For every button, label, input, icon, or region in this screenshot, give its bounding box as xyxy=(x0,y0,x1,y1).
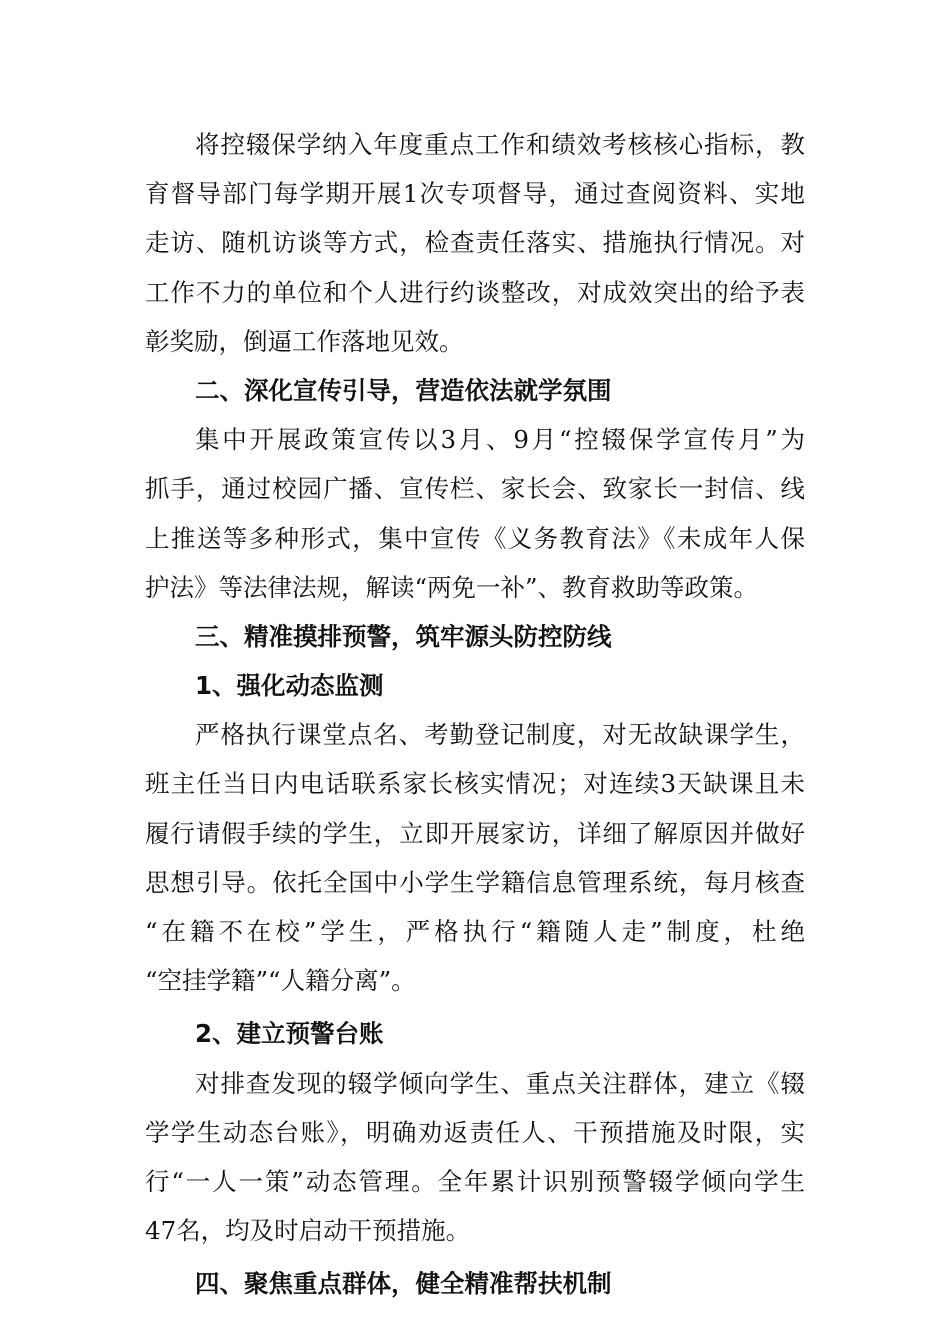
text-line: 对排查发现的辍学倾向学生、重点关注群体，建立《辍 xyxy=(195,1068,805,1098)
paragraph-monitoring xyxy=(145,710,805,1005)
text-line: 将控辍保学纳入年度重点工作和绩效考核核心指标，教 xyxy=(195,130,805,159)
section-heading-2: 二、深化宣传引导，营造依法就学氛围 xyxy=(195,375,612,405)
text-line: 集中开展政策宣传以3月、9月“控辍保学宣传月”为 xyxy=(195,425,805,455)
paragraph-publicity xyxy=(145,415,805,612)
text-line: 严格执行课堂点名、考勤登记制度，对无故缺课学生， xyxy=(195,720,805,750)
text-line: 学学生动态台账》，明确劝返责任人、干预措施及时限，实 xyxy=(145,1117,805,1147)
text-line: 班主任当日内电话联系家长核实情况；对连续3天缺课且未 xyxy=(145,769,805,799)
subheading-monitoring: 1、强化动态监测 xyxy=(195,671,384,701)
text-line: 育督导部门每学期开展1次专项督导，通过查阅资料、实地 xyxy=(145,179,805,209)
text-line: 思想引导。依托全国中小学生学籍信息管理系统，每月核查 xyxy=(145,867,805,897)
paragraph-warning-ledger xyxy=(145,1059,805,1256)
text-line: “在籍不在校”学生，严格执行“籍随人走”制度，杜绝 xyxy=(145,917,805,946)
text-line: 抓手，通过校园广播、宣传栏、家长会、致家长一封信、线 xyxy=(145,474,805,504)
text-line: 行“一人一策”动态管理。全年累计识别预警辍学倾向学生 xyxy=(145,1166,805,1196)
text-line: 履行请假手续的学生，立即开展家访，详细了解原因并做好 xyxy=(145,818,805,848)
text-line: 上推送等多种形式，集中宣传《义务教育法》《未成年人保 xyxy=(145,523,805,553)
text-line: “空挂学籍”“人籍分离”。 xyxy=(145,966,416,996)
text-line: 走访、随机访谈等方式，检查责任落实、措施执行情况。对 xyxy=(145,228,805,258)
text-line: 47名，均及时启动干预措施。 xyxy=(145,1216,471,1246)
text-line: 工作不力的单位和个人进行约谈整改，对成效突出的给予表 xyxy=(145,277,805,307)
text-line: 彰奖励，倒逼工作落地见效。 xyxy=(145,326,464,356)
subheading-warning-ledger: 2、建立预警台账 xyxy=(195,1019,384,1049)
document-body xyxy=(145,120,805,1309)
text-line: 护法》等法律法规，解读“两免一补”、教育救助等政策。 xyxy=(145,572,759,602)
section-heading-3: 三、精准摸排预警，筑牢源头防控防线 xyxy=(195,621,612,651)
paragraph-supervision xyxy=(145,120,805,366)
section-heading-4: 四、聚焦重点群体，健全精准帮扶机制 xyxy=(195,1269,612,1299)
